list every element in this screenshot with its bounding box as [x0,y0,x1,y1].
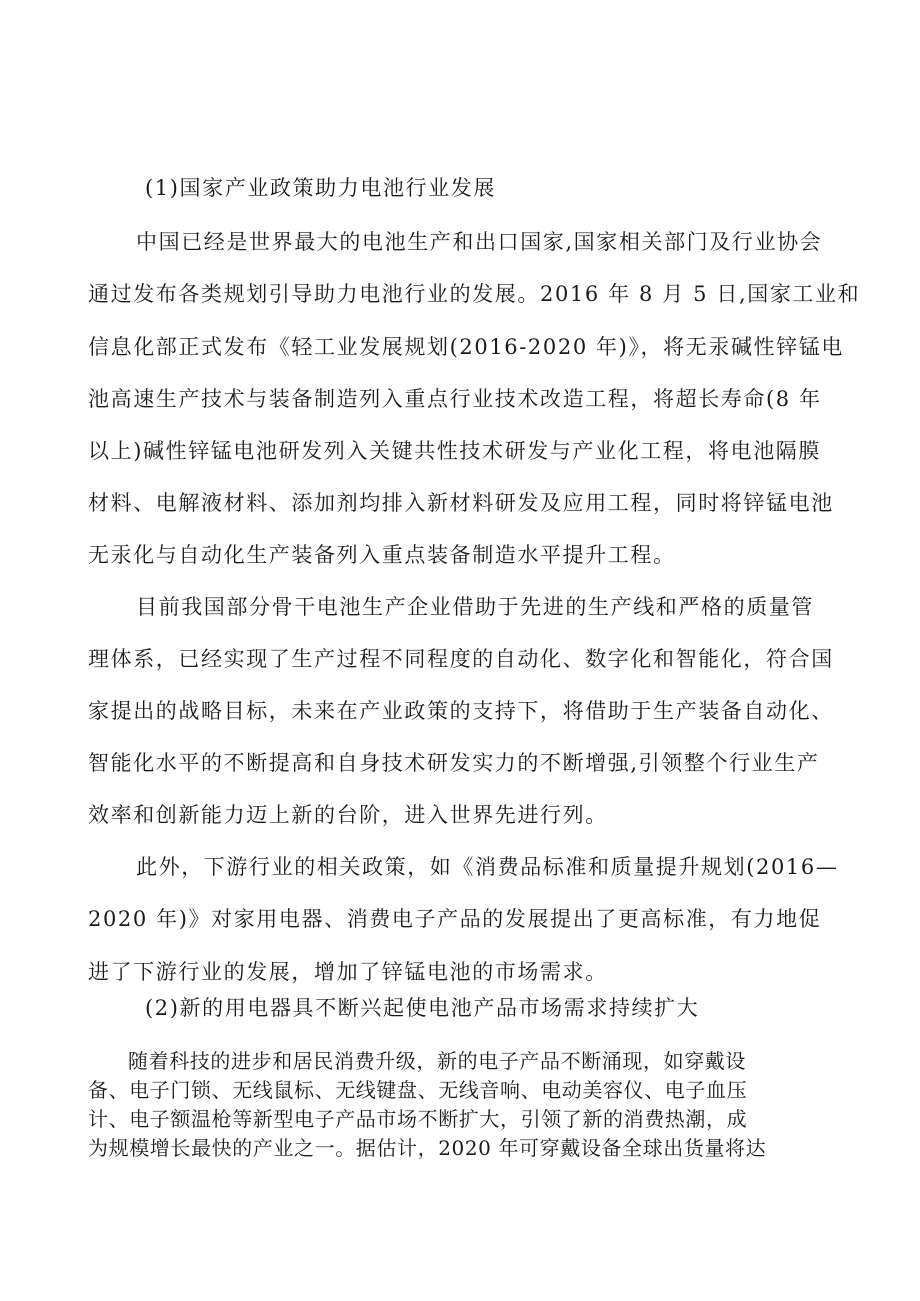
paragraph-3-line-2: 2020 年)》对家用电器、消费电子产品的发展提出了更高标准，有力地促 [88,907,822,931]
paragraph-1-line-1: 中国已经是世界最大的电池生产和出口国家,国家相关部门及行业协会 [136,230,823,254]
section-heading-1: (1)国家产业政策助力电池行业发展 [145,176,496,200]
paragraph-1-line-4: 池高速生产技术与装备制造列入重点行业技术改造工程，将超长寿命(8 年 [88,387,822,411]
paragraph-2-line-3: 家提出的战略目标，未来在产业政策的支持下，将借助于生产装备自动化、 [88,699,834,723]
paragraph-4-line-3: 计、电子额温枪等新型电子产品市场不断扩大，引领了新的消费热潮，成 [88,1107,748,1131]
paragraph-4-line-2: 备、电子门锁、无线鼠标、无线键盘、无线音响、电动美容仪、电子血压 [88,1078,748,1102]
paragraph-2-line-2: 理体系，已经实现了生产过程不同程度的自动化、数字化和智能化，符合国 [88,647,834,671]
paragraph-4-line-1: 随着科技的进步和居民消费升级，新的电子产品不断涌现，如穿戴设 [128,1049,746,1073]
paragraph-3-line-1: 此外，下游行业的相关政策，如《消费品标准和质量提升规划(2016— [136,855,839,879]
paragraph-2-line-4: 智能化水平的不断提高和自身技术研发实力的不断增强,引领整个行业生产 [88,751,820,775]
paragraph-1-line-3: 信息化部正式发布《轻工业发展规划(2016-2020 年)》，将无汞碱性锌锰电 [88,335,844,359]
section-heading-2: (2)新的用电器具不断兴起使电池产品市场需求持续扩大 [145,996,700,1020]
paragraph-1-line-2: 通过发布各类规划引导助力电池行业的发展。2016 年 8 月 5 日,国家工业和 [88,282,861,306]
paragraph-4-line-4: 为规模增长最快的产业之一。据估计，2020 年可穿戴设备全球出货量将达 [88,1136,767,1160]
paragraph-2-line-5: 效率和创新能力迈上新的台阶，进入世界先进行列。 [88,803,608,827]
paragraph-3-line-3: 进了下游行业的发展，增加了锌锰电池的市场需求。 [88,960,608,984]
paragraph-2-line-1: 目前我国部分骨干电池生产企业借助于先进的生产线和严格的质量管 [136,595,814,619]
paragraph-1-line-7: 无汞化与自动化生产装备列入重点装备制造水平提升工程。 [88,543,676,567]
paragraph-1-line-5: 以上)碱性锌锰电池研发列入关键共性技术研发与产业化工程，将电池隔膜 [88,439,821,463]
paragraph-1-line-6: 材料、电解液材料、添加剂均排入新材料研发及应用工程，同时将锌锰电池 [88,491,834,515]
